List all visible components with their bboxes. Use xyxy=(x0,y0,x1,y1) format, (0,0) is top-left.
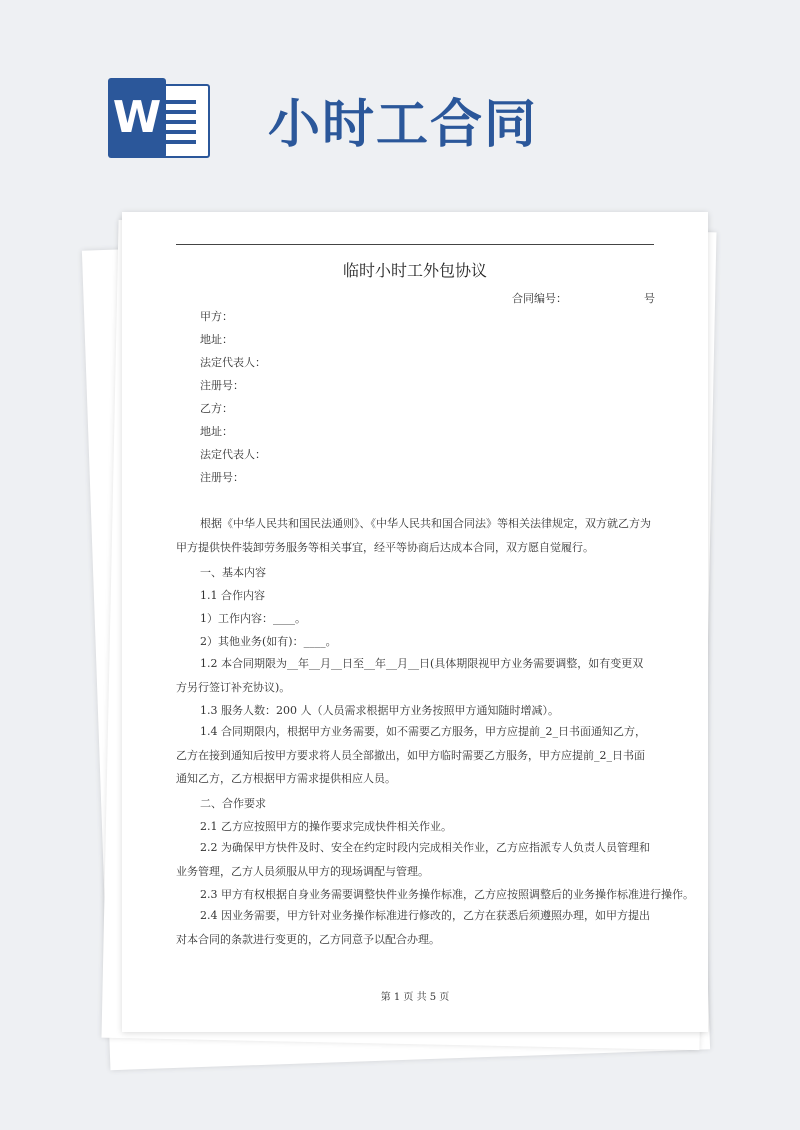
clause: 1.3 服务人数：200 人（人员需求根据甲方业务按照甲方通知随时增减）。 xyxy=(200,704,559,717)
banner-title: 小时工合同 xyxy=(268,95,539,155)
document-title: 临时小时工外包协议 xyxy=(342,261,487,280)
clause: 1.2 本合同期限为__年__月__日至__年__月__日(具体期限视甲方业务需要调整，如有变更双方另行签订补充协议)。 xyxy=(176,657,644,694)
contract-number: 合同编号： 号 xyxy=(512,292,655,305)
clause: 1）工作内容：____。 xyxy=(200,612,306,625)
clause: 2.3 甲方有权根据自身业务需要调整快件业务操作标准，乙方应按照调整后的业务操作标准进行操作。 xyxy=(200,888,694,901)
clause: 2）其他业务(如有)：____。 xyxy=(200,635,337,648)
clause: 1.1 合作内容 xyxy=(200,589,265,602)
page-footer: 第 1 页 共 5 页 xyxy=(380,992,450,1003)
document-page xyxy=(122,212,708,1032)
party-field: 法定代表人： xyxy=(200,448,266,461)
header-rule xyxy=(176,244,654,245)
intro-paragraph: 根据《中华人民共和国民法通则》、《中华人民共和国合同法》等相关法律规定，双方就乙方为甲方提供快件装卸劳务服务等相关事宜，经平等协商后达成本合同，双方愿自觉履行。 xyxy=(176,517,651,554)
party-field: 地址： xyxy=(200,425,233,438)
clause: 2.4 因业务需要，甲方针对业务操作标准进行修改的，乙方在获悉后须遵照办理，如甲方提出对本合同的条款进行变更的，乙方同意予以配合办理。 xyxy=(176,909,650,946)
party-field: 法定代表人： xyxy=(200,356,266,369)
party-field: 乙方： xyxy=(200,402,233,415)
party-field: 注册号： xyxy=(200,379,244,392)
banner xyxy=(0,0,800,200)
clause: 1.4 合同期限内，根据甲方业务需要，如不需要乙方服务，甲方应提前_2_日书面通知乙方，乙方在接到通知后按甲方要求将人员全部撤出，如甲方临时需要乙方服务，甲方应提前_2_日书面通知乙方，乙方根据甲方需求提供相应人员。 xyxy=(176,725,646,785)
clause: 2.2 为确保甲方快件及时、安全在约定时段内完成相关作业，乙方应指派专人负责人员管理和业务管理，乙方人员须服从甲方的现场调配与管理。 xyxy=(176,841,650,878)
party-field: 甲方： xyxy=(200,310,233,323)
word-icon: W xyxy=(108,78,208,158)
party-field: 注册号： xyxy=(200,471,244,484)
party-field: 地址： xyxy=(200,333,233,346)
section-heading: 二、合作要求 xyxy=(200,797,266,810)
clause: 2.1 乙方应按照甲方的操作要求完成快件相关作业。 xyxy=(200,820,452,833)
section-heading: 一、基本内容 xyxy=(200,566,266,579)
